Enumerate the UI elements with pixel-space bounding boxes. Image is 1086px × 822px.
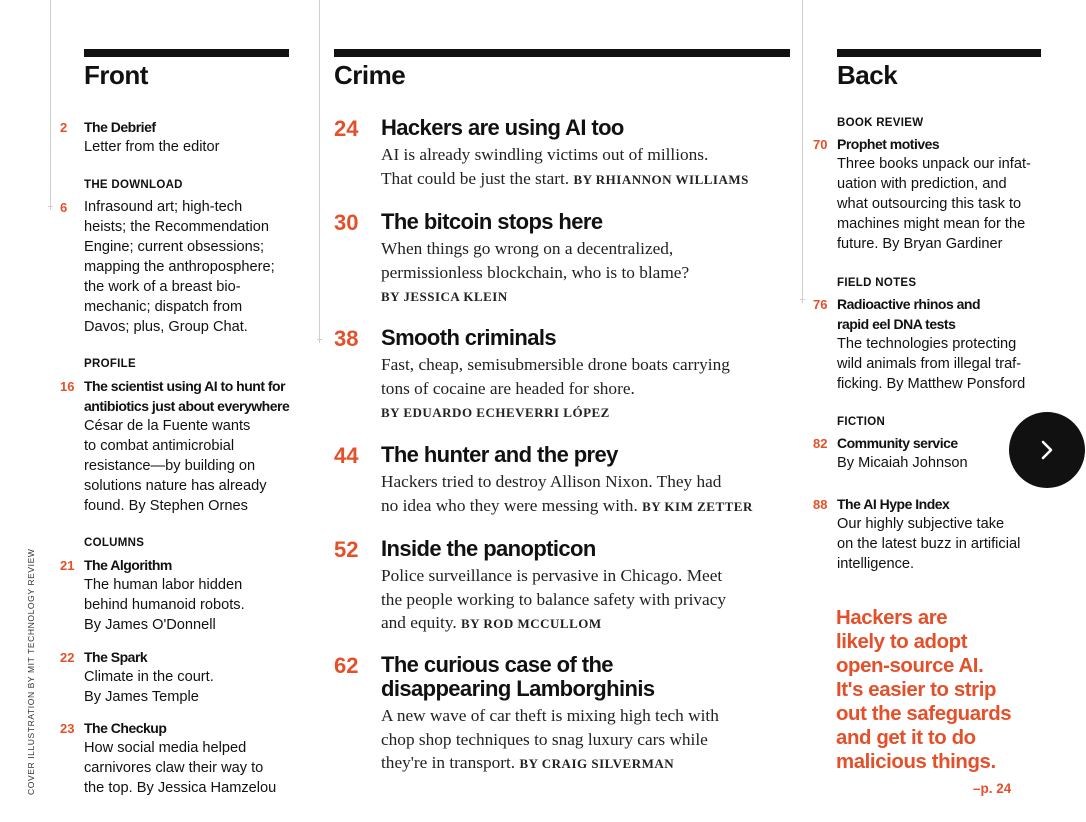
page-number: 21 [60, 558, 75, 573]
desc-line: Our highly subjective take [837, 516, 1005, 532]
page-number: 30 [334, 210, 359, 235]
desc-line: By Micaiah Johnson [837, 455, 968, 471]
desc-line: on the latest buzz in artificial [837, 536, 1021, 552]
desc-line: Three books unpack our infat- [837, 156, 1031, 172]
pull-quote-line: It's easier to strip [836, 679, 997, 701]
desc-line: Fast, cheap, semisubmersible drone boats carrying [381, 355, 730, 374]
page-number: 6 [60, 200, 68, 215]
item-title: The scientist using AI to hunt for [84, 378, 286, 394]
page-number: 82 [813, 436, 828, 451]
page-number: 2 [60, 120, 68, 135]
page-number: 62 [334, 653, 359, 678]
desc-line: mapping the anthroposphere; [84, 259, 275, 275]
desc-line: and equity. [381, 613, 457, 632]
desc-line: permissionless blockchain, who is to blame? [381, 262, 690, 282]
item-title: The Spark [84, 649, 148, 665]
page-number: 76 [813, 297, 828, 312]
pull-quote-line: open-source AI. [836, 655, 984, 677]
crime-heading: Crime [334, 60, 406, 90]
feature-title: Hackers are using AI too [381, 115, 624, 140]
byline: BY ROD MCCULLOM [461, 616, 602, 631]
crime-bar [334, 49, 790, 57]
item-title: The AI Hype Index [837, 496, 950, 512]
desc-line: By James Temple [84, 689, 199, 705]
desc-line: ficking. By Matthew Ponsford [837, 376, 1026, 392]
feature-title: Inside the panopticon [381, 536, 596, 561]
desc-line: Climate in the court. [84, 669, 214, 685]
toc-item-checkup[interactable] [60, 718, 305, 798]
page-number: 22 [60, 650, 75, 665]
desc-line: AI is already swindling victims out of millions. [381, 145, 709, 164]
desc-line: heists; the Recommendation [84, 219, 269, 235]
desc-line: intelligence. [837, 556, 915, 572]
toc-item-spark[interactable] [60, 647, 300, 707]
desc-line: chop shop techniques to snag luxury cars while [381, 729, 708, 749]
item-title: Prophet motives [837, 136, 940, 152]
toc-item-profile[interactable] [60, 376, 310, 516]
desc-line: they're in transport. [381, 753, 516, 772]
desc-line: When things go wrong on a decentralized, [381, 239, 674, 258]
front-column [84, 0, 289, 90]
section-label-profile: PROFILE [84, 358, 136, 370]
section-label-columns: COLUMNS [84, 537, 145, 549]
desc-line: Davos; plus, Group Chat. [84, 319, 248, 335]
pull-quote-line: Hackers are [836, 607, 948, 629]
left-rule [50, 0, 51, 210]
pull-quote-page-ref: –p. 24 [973, 781, 1012, 796]
feature-title: The curious case of the [381, 652, 613, 677]
pull-quote-line: out the safeguards [836, 703, 1012, 725]
crime-column [334, 0, 790, 90]
desc-line: future. By Bryan Gardiner [837, 236, 1003, 252]
chevron-right-icon [1037, 440, 1057, 460]
desc-line: The technologies protecting [837, 336, 1017, 352]
section-label-download: THE DOWNLOAD [84, 179, 183, 191]
item-title: Community service [837, 435, 958, 451]
section-label-book-review: BOOK REVIEW [837, 117, 924, 129]
toc-item-download[interactable] [60, 197, 300, 337]
section-label-field-notes: FIELD NOTES [837, 277, 917, 289]
desc-line: the people working to balance safety with privacy [381, 589, 727, 609]
desc-line: Police surveillance is pervasive in Chicago. Meet [381, 566, 723, 585]
desc-line: carnivores claw their way to [84, 760, 264, 776]
desc-line: tons of cocaine are headed for shore. [381, 378, 635, 398]
back-column [837, 0, 1041, 90]
cover-credit: COVER ILLUSTRATION BY MIT TECHNOLOGY REVIEW [26, 548, 36, 795]
feature-title: disappearing Lamborghinis [381, 676, 655, 701]
byline: BY KIM ZETTER [642, 498, 753, 514]
desc-line: what outsourcing this task to [837, 196, 1022, 212]
desc-line: behind humanoid robots. [84, 597, 245, 613]
desc-line: A new wave of car theft is mixing high tech with [381, 706, 719, 725]
desc-line: uation with prediction, and [837, 176, 1007, 192]
page-number: 24 [334, 116, 359, 141]
item-desc: Letter from the editor [84, 139, 220, 155]
front-heading: Front [84, 60, 148, 90]
toc-item-ai-hype-index[interactable] [813, 494, 1053, 574]
desc-line: How social media helped [84, 740, 247, 756]
item-title: rapid eel DNA tests [837, 316, 956, 332]
page-number: 70 [813, 137, 828, 152]
desc-line: The human labor hidden [84, 577, 243, 593]
byline: BY JESSICA KLEIN [381, 289, 508, 304]
desc-line: machines might mean for the [837, 216, 1026, 232]
desc-line: That could be just the start. [381, 168, 570, 188]
pull-quote-line: malicious things. [836, 751, 996, 773]
desc-line: César de la Fuente wants [84, 418, 251, 434]
front-bar [84, 49, 289, 57]
toc-item-algorithm[interactable] [60, 555, 300, 635]
toc-item-radioactive-rhinos[interactable] [813, 294, 1053, 394]
desc-line: found. By Stephen Ornes [84, 498, 248, 514]
desc-line: Infrasound art; high-tech [84, 199, 243, 215]
desc-line: Hackers tried to destroy Allison Nixon. They had [381, 472, 722, 491]
item-title: The Debrief [84, 119, 156, 135]
page-number: 38 [334, 326, 359, 351]
page-number: 44 [334, 443, 359, 468]
back-bar [837, 49, 1041, 57]
desc-line: solutions nature has already [84, 478, 267, 494]
byline: BY EDUARDO ECHEVERRI LÓPEZ [381, 405, 610, 420]
page-number: 16 [60, 379, 75, 394]
pull-quote-line: likely to adopt [836, 631, 968, 653]
toc-item-prophet-motives[interactable] [813, 134, 1053, 254]
page-number: 23 [60, 721, 75, 736]
desc-line: to combat antimicrobial [84, 438, 235, 454]
toc-item-community-service[interactable] [813, 433, 1003, 473]
desc-line: no idea who they were messing with. [381, 495, 638, 515]
page-number: 88 [813, 497, 828, 512]
page-number: 52 [334, 537, 359, 562]
byline: BY CRAIG SILVERMAN [519, 756, 675, 771]
byline: BY RHIANNON WILLIAMS [573, 171, 749, 187]
middle-rule [319, 0, 320, 343]
desc-line: By James O'Donnell [84, 617, 216, 633]
next-page-button[interactable] [1009, 412, 1085, 488]
feature-title: Smooth criminals [381, 325, 556, 350]
desc-line: wild animals from illegal traf- [837, 356, 1022, 372]
item-title: Radioactive rhinos and [837, 296, 981, 312]
feature-title: The hunter and the prey [381, 442, 618, 467]
pull-quote-line: and get it to do [836, 727, 976, 749]
desc-line: resistance—by building on [84, 458, 256, 474]
section-label-fiction: FICTION [837, 416, 886, 428]
back-heading: Back [837, 60, 898, 90]
desc-line: the top. By Jessica Hamzelou [84, 780, 277, 796]
right-rule [802, 0, 803, 303]
desc-line: the work of a breast bio- [84, 279, 241, 295]
item-title: The Algorithm [84, 557, 172, 573]
desc-line: Engine; current obsessions; [84, 239, 265, 255]
item-title: The Checkup [84, 720, 167, 736]
feature-title: The bitcoin stops here [381, 209, 603, 234]
desc-line: mechanic; dispatch from [84, 299, 243, 315]
toc-item-debrief[interactable] [60, 117, 300, 157]
item-title: antibiotics just about everywhere [84, 398, 290, 414]
pull-quote [836, 606, 1036, 774]
